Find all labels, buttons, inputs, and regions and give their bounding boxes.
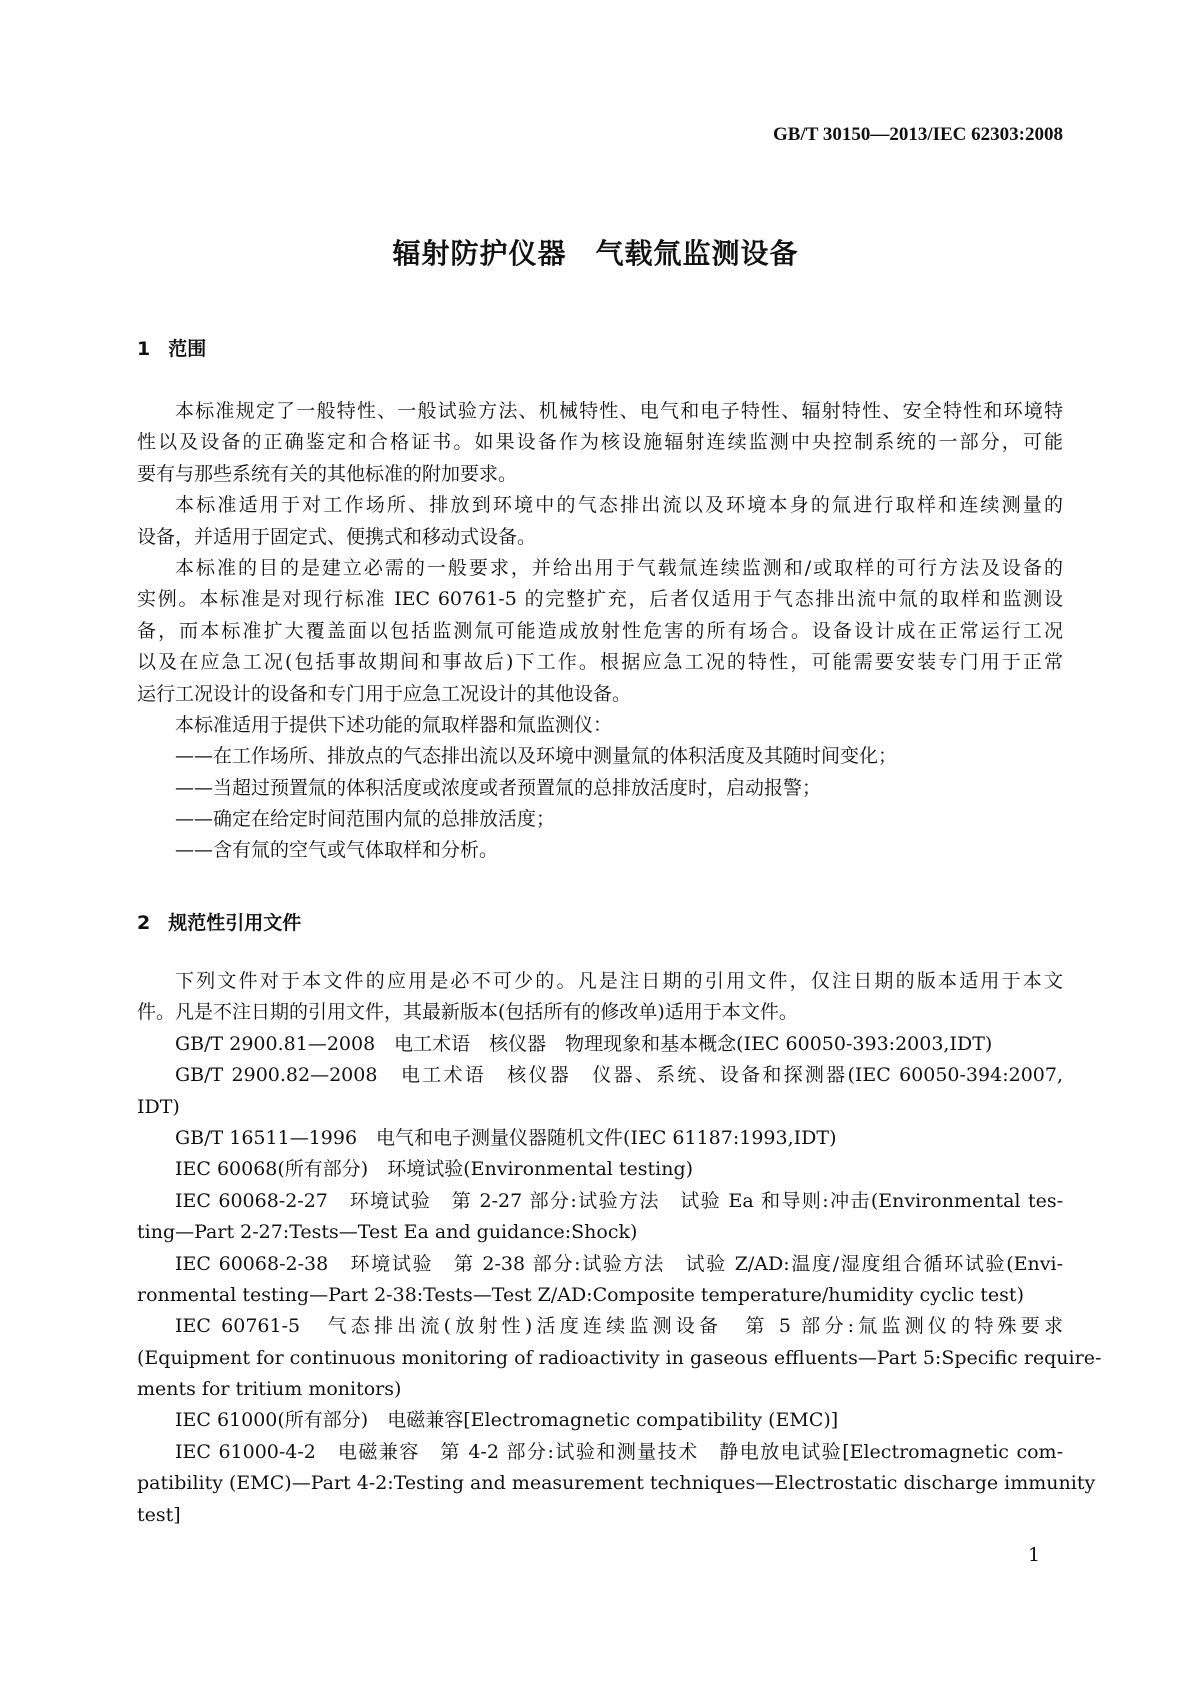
text-line: (Equipment for continuous monitoring of radioactivity in gaseous effluents—Part 5:Specific require- [137,1346,1102,1369]
text-line: ronmental testing—Part 2-38:Tests—Test Z/AD:Composite temperature/humidity cyclic test) [137,1283,1024,1306]
text-line: 以及在应急工况(包括事故期间和事故后)下工作。根据应急工况的特性，可能需要安装专门用于正常 [137,651,1063,674]
text-line: 本标准规定了一般特性、一般试验方法、机械特性、电气和电子特性、辐射特性、安全特性和环境特 [175,400,1063,422]
text-line: GB/T 16511—1996 电气和电子测量仪器随机文件(IEC 61187:1993,IDT) [175,1126,837,1149]
text-line: IEC 61000(所有部分) 电磁兼容[Electromagnetic compatibility (EMC)] [175,1409,839,1432]
text-line: test] [137,1503,181,1526]
text-line: ting—Part 2-27:Tests—Test Ea and guidance:Shock) [137,1221,638,1244]
text-line: 本标准适用于对工作场所、排放到环境中的气态排出流以及环境本身的氚进行取样和连续测量的 [175,494,1063,517]
text-line: 设备，并适用于固定式、便携式和移动式设备。 [137,525,537,548]
text-line: IDT) [137,1095,180,1118]
section-title: 规范性引用文件 [168,912,302,934]
section-1-body [137,396,1063,867]
text-line: IEC 61000-4-2 电磁兼容 第 4-2 部分:试验和测量技术 静电放电试验[Electromagnetic com- [175,1440,1063,1463]
text-line: 下列文件对于本文件的应用是必不可少的。凡是注日期的引用文件，仅注日期的版本适用于本文 [175,970,1063,992]
text-line: 性以及设备的正确鉴定和合格证书。如果设备作为核设施辐射连续监测中央控制系统的一部分，可能 [137,431,1063,454]
text-line: ——确定在给定时间范围内氚的总排放活度； [175,808,556,831]
text-line: IEC 60068-2-38 环境试验 第 2-38 部分:试验方法 试验 Z/AD:温度/湿度组合循环试验(Envi- [175,1252,1063,1275]
text-line: 要有与那些系统有关的其他标准的附加要求。 [137,462,518,485]
document-title: 辐射防护仪器 气载氚监测设备 [392,237,799,270]
section-2-heading [137,908,301,935]
text-line: 本标准的目的是建立必需的一般要求，并给出用于气载氚连续监测和/或取样的可行方法及设备的 [175,556,1063,579]
text-line: ——当超过预置氚的体积活度或浓度或者预置氚的总排放活度时，启动报警； [175,776,822,799]
text-line: GB/T 2900.82—2008 电工术语 核仪器 仪器、系统、设备和探测器(IEC 60050-394:2007, [175,1064,1063,1087]
text-line: GB/T 2900.81—2008 电工术语 核仪器 物理现象和基本概念(IEC 60050-393:2003,IDT) [175,1032,993,1055]
text-line: ——在工作场所、排放点的气态排出流以及环境中测量氚的体积活度及其随时间变化； [175,745,898,768]
section-1-heading [137,334,206,361]
text-line: ments for tritium monitors) [137,1378,402,1401]
text-line: 件。凡是不注日期的引用文件，其最新版本(包括所有的修改单)适用于本文件。 [137,1001,798,1024]
page-number: 1 [1028,1544,1041,1566]
section-number: 1 [137,338,151,360]
text-line: 运行工况设计的设备和专门用于应急工况设计的其他设备。 [137,682,632,705]
text-line: 本标准适用于提供下述功能的氚取样器和氚监测仪： [175,713,613,736]
section-2-body [137,966,1102,1531]
section-title: 范围 [168,338,207,360]
text-line: IEC 60068-2-27 环境试验 第 2-27 部分:试验方法 试验 Ea 和导则:冲击(Environmental tes- [175,1189,1063,1212]
section-number: 2 [137,912,151,934]
text-line: IEC 60761-5 气态排出流(放射性)活度连续监测设备 第 5 部分:氚监测仪的特殊要求 [175,1315,1063,1338]
text-line: ——含有氚的空气或气体取样和分析。 [175,839,499,862]
text-line: patibility (EMC)—Part 4-2:Testing and measurement techniques—Electrostatic discharge immunity [137,1472,1096,1495]
standard-number-header: GB/T 30150—2013/IEC 62303:2008 [773,124,1063,145]
text-line: 实例。本标准是对现行标准 IEC 60761-5 的完整扩充，后者仅适用于气态排出流中氚的取样和监测设 [137,588,1063,611]
text-line: 备，而本标准扩大覆盖面以包括监测氚可能造成放射性危害的所有场合。设备设计成在正常运行工况 [137,619,1063,642]
text-line: IEC 60068(所有部分) 环境试验(Environmental testing) [175,1158,694,1181]
